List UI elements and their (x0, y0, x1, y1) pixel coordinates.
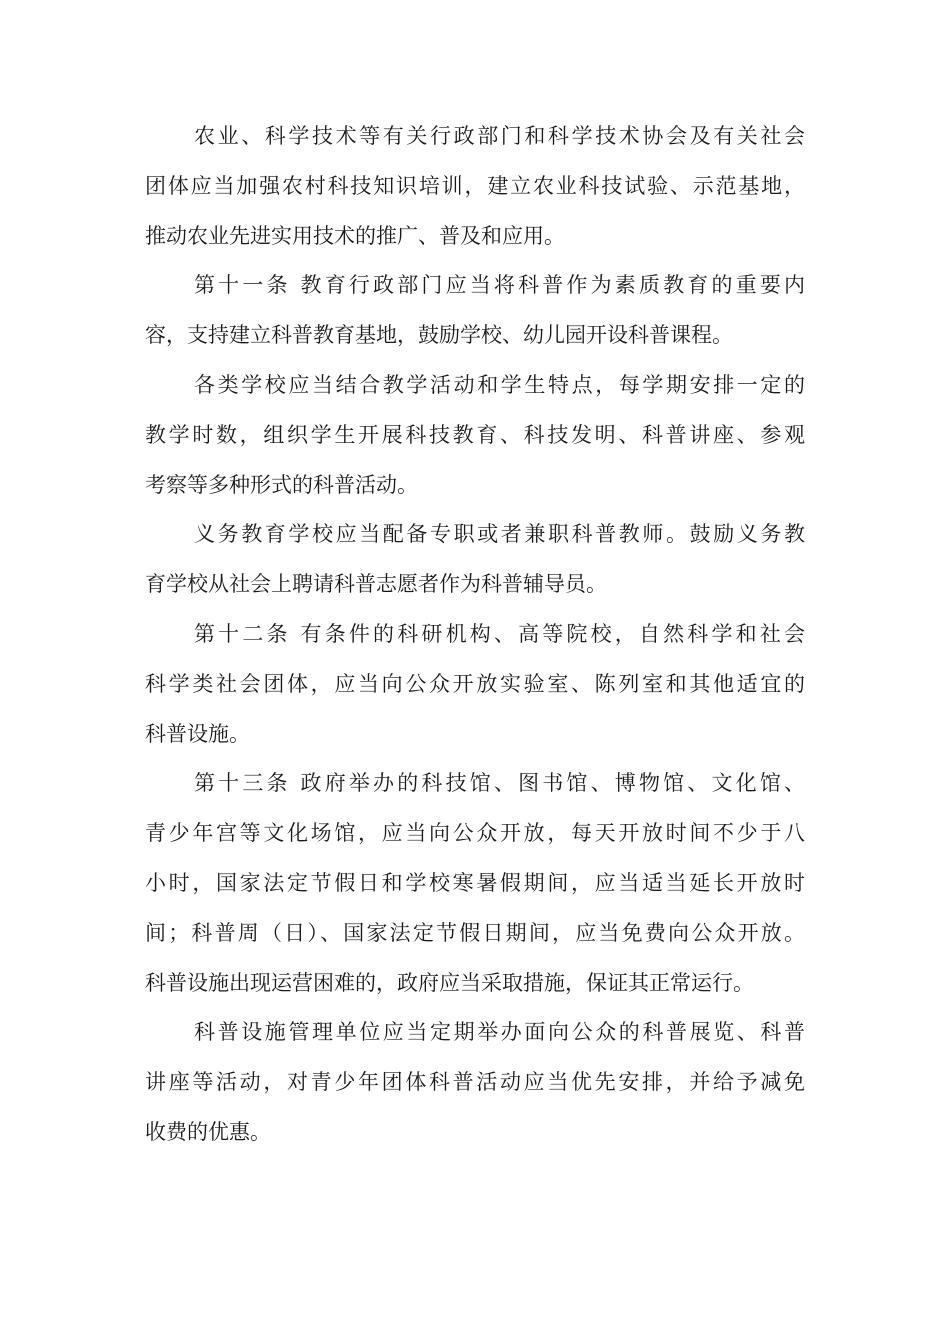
text-line: 科普设施。 (145, 721, 250, 746)
text-line: 科普设施出现运营困难的，政府应当采取措施，保证其正常运行。 (145, 970, 754, 995)
text-line: 第十三条 政府举办的科技馆、图书馆、博物馆、文化馆、 (194, 771, 805, 796)
text-line: 间；科普周（日）、国家法定节假日期间，应当免费向公众开放。 (145, 920, 805, 945)
text-line: 义务教育学校应当配备专职或者兼职科普教师。鼓励义务教 (194, 522, 805, 547)
text-line: 团体应当加强农村科技知识培训，建立农业科技试验、示范基地， (145, 173, 805, 198)
paragraph-compulsory-education (145, 510, 805, 610)
paragraph-article-11 (145, 261, 805, 361)
paragraph-article-13 (145, 759, 805, 1008)
text-line: 农业、科学技术等有关行政部门和科学技术协会及有关社会 (194, 124, 805, 148)
text-line: 推动农业先进实用技术的推广、普及和应用。 (145, 223, 565, 248)
paragraph-article-12 (145, 610, 805, 759)
text-line: 收费的优惠。 (145, 1119, 271, 1144)
text-line: 各类学校应当结合教学活动和学生特点，每学期安排一定的 (194, 372, 805, 397)
text-line: 科学类社会团体，应当向公众开放实验室、陈列室和其他适宜的 (145, 671, 805, 696)
document-body (145, 112, 805, 1158)
text-line: 教学时数，组织学生开展科技教育、科技发明、科普讲座、参观 (145, 422, 805, 447)
text-line: 容，支持建立科普教育基地，鼓励学校、幼儿园开设科普课程。 (145, 323, 733, 348)
text-line: 第十二条 有条件的科研机构、高等院校，自然科学和社会 (194, 621, 805, 646)
paragraph-agriculture-training (145, 112, 805, 261)
text-line: 科普设施管理单位应当定期举办面向公众的科普展览、科普 (194, 1020, 805, 1045)
text-line: 第十一条 教育行政部门应当将科普作为素质教育的重要内 (194, 273, 805, 298)
text-line: 考察等多种形式的科普活动。 (145, 472, 418, 497)
text-line: 育学校从社会上聘请科普志愿者作为科普辅导员。 (145, 572, 607, 597)
text-line: 讲座等活动，对青少年团体科普活动应当优先安排，并给予减免 (145, 1070, 805, 1095)
paragraph-facility-management (145, 1008, 805, 1157)
text-line: 小时，国家法定节假日和学校寒暑假期间，应当适当延长开放时 (145, 870, 805, 895)
text-line: 青少年宫等文化场馆，应当向公众开放，每天开放时间不少于八 (145, 821, 805, 846)
paragraph-school-activities (145, 361, 805, 510)
